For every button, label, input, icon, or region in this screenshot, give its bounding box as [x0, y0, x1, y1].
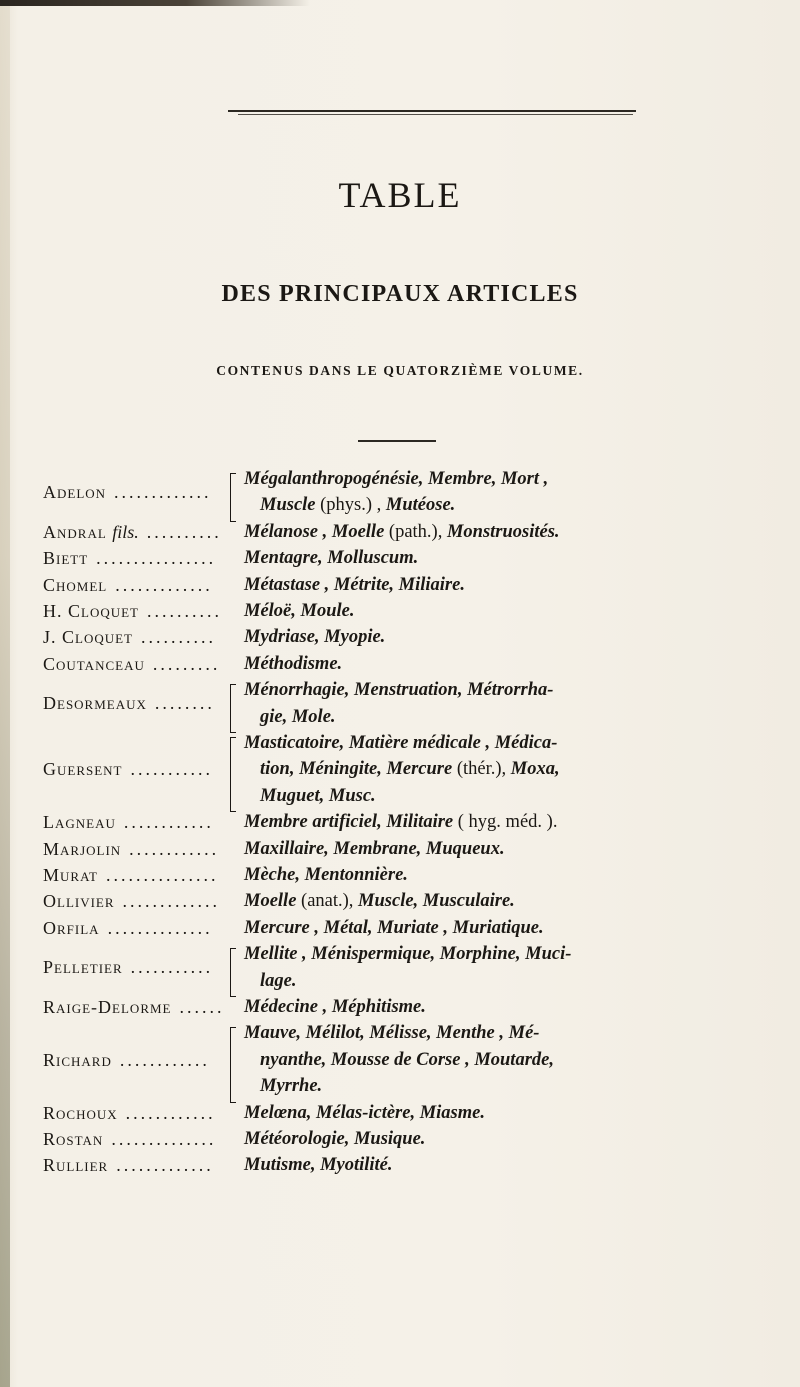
- author-name: [43, 482, 106, 503]
- article-title: ,: [418, 469, 428, 489]
- article-title: Membre artificiel, Militaire: [244, 812, 454, 833]
- article-title: Mutéose.: [385, 495, 456, 516]
- article-line: [244, 601, 354, 622]
- article-title: Moxa,: [510, 759, 560, 780]
- leader-dots: ..............: [111, 1129, 217, 1149]
- article-title: ,: [318, 521, 332, 542]
- author-name-text: Rochoux: [43, 1102, 118, 1123]
- author-name: [43, 812, 116, 833]
- article-line: [244, 654, 342, 675]
- leader-dots: .............: [116, 1155, 214, 1176]
- leader-dots: .............: [115, 574, 213, 595]
- article-title: Mercure , Métal, Muriate , Muriatique.: [244, 917, 544, 938]
- page-subtitle: DES PRINCIPAUX ARTICLES: [221, 281, 579, 307]
- article-qualifier: (path.),: [384, 521, 447, 542]
- article-title: Méthodisme.: [244, 653, 343, 674]
- article-line: [244, 469, 548, 490]
- article-qualifier: (anat.),: [296, 891, 359, 912]
- leader-dots: ..........: [141, 627, 216, 648]
- leader-dots: ..............: [107, 917, 213, 938]
- article-title: lage.: [260, 970, 297, 991]
- article-title: ,: [539, 469, 549, 489]
- article-title: Métastase , Métrite, Miliaire.: [244, 574, 465, 595]
- article-line: [244, 522, 560, 543]
- article-line: [260, 495, 455, 516]
- author-suffix: fils.: [112, 521, 139, 542]
- article-qualifier: (phys.) ,: [315, 495, 386, 516]
- article-title: Moelle: [331, 521, 385, 542]
- article-title: Mélanose: [244, 521, 318, 542]
- author-name: [43, 957, 123, 978]
- author-name-text: Rullier: [43, 1155, 109, 1176]
- article-title: ,: [491, 469, 501, 489]
- author-name-text: Desormeaux: [43, 693, 147, 714]
- article-title: Monstruosités.: [446, 521, 560, 542]
- leader-dots: .............: [122, 891, 221, 912]
- author-name: [43, 997, 172, 1018]
- article-line: [260, 1076, 322, 1097]
- article-title: Ménorrhagie, Menstruation, Métrorrha-: [244, 680, 554, 701]
- leader-dots: .............: [114, 482, 212, 503]
- author-name-text: Biett: [43, 548, 89, 569]
- article-line: [244, 680, 553, 701]
- article-title: Mutisme, Myotilité.: [244, 1155, 393, 1176]
- brace: [230, 473, 236, 522]
- article-line: [244, 1023, 539, 1044]
- article-line: [244, 812, 557, 833]
- author-name-text: Rostan: [43, 1129, 104, 1149]
- article-line: [244, 918, 544, 939]
- article-line: [244, 627, 385, 648]
- author-name: [43, 548, 88, 569]
- author-name-text: Adelon: [43, 482, 107, 503]
- article-line: [244, 944, 571, 965]
- article-line: [260, 786, 376, 807]
- article-qualifier: (thér.),: [452, 759, 511, 780]
- article-line: [260, 759, 560, 780]
- article-title: Mellite , Ménispermique, Morphine, Muci-: [244, 944, 572, 965]
- leader-dots: ................: [96, 548, 217, 569]
- leader-dots: ............: [129, 838, 220, 859]
- author-name: [43, 1129, 103, 1150]
- author-name: [43, 918, 100, 939]
- author-name: [43, 575, 107, 596]
- author-name-text: J. Cloquet: [43, 627, 133, 648]
- author-name-text: Marjolin: [43, 838, 122, 859]
- volume-caption: CONTENUS DANS LE QUATORZIÈME VOLUME.: [216, 363, 584, 378]
- article-line: [244, 1155, 393, 1176]
- author-name-text: Ollivier: [43, 891, 115, 912]
- author-name: [43, 891, 115, 912]
- article-title: Mydriase, Myopie.: [244, 627, 386, 648]
- leader-dots: ..........: [147, 601, 222, 621]
- leader-dots: ........: [154, 693, 215, 714]
- article-title: gie, Mole.: [260, 706, 336, 727]
- article-line: [244, 1103, 485, 1124]
- author-name-text: Orfila: [43, 917, 100, 938]
- leader-dots: ...........: [130, 759, 213, 780]
- article-title: nyanthe, Mousse de Corse , Moutarde,: [260, 1049, 554, 1070]
- article-line: [244, 891, 515, 912]
- article-title: Myrrhe.: [260, 1076, 323, 1097]
- author-name-text: Andral: [43, 521, 107, 542]
- article-title: Moelle: [244, 891, 297, 912]
- article-line: [244, 839, 505, 860]
- author-name: [43, 865, 98, 886]
- article-line: [244, 997, 426, 1018]
- brace: [230, 1027, 236, 1102]
- leader-dots: ............: [119, 1049, 210, 1070]
- page-title: TABLE: [338, 175, 462, 215]
- article-title: Muguet, Musc.: [260, 785, 376, 806]
- leader-dots: .........: [152, 653, 221, 674]
- author-name-text: H. Cloquet: [43, 601, 139, 621]
- article-line: [244, 548, 418, 569]
- author-name-text: Guersent: [43, 759, 123, 780]
- author-name-text: Murat: [43, 865, 98, 885]
- article-title: Mauve, Mélilot, Mélisse, Menthe , Mé-: [244, 1023, 540, 1044]
- author-name: [43, 839, 121, 860]
- author-name-text: Coutanceau: [43, 653, 145, 674]
- leader-dots: ..........: [146, 521, 222, 542]
- article-line: [244, 865, 408, 886]
- article-title: Mèche, Mentonnière.: [244, 865, 408, 885]
- article-title: Mentagre, Molluscum.: [244, 548, 419, 569]
- author-name-text: Raige-Delorme: [43, 997, 172, 1017]
- leader-dots: ............: [125, 1102, 216, 1123]
- article-line: [244, 1129, 425, 1150]
- article-title: tion, Méningite, Mercure: [260, 759, 453, 780]
- article-title: Mort: [500, 469, 539, 489]
- author-name-text: Lagneau: [43, 812, 116, 833]
- article-line: [244, 733, 557, 754]
- article-title: Muscle, Musculaire.: [358, 891, 515, 912]
- article-title: Médecine , Méphitisme.: [244, 997, 426, 1017]
- article-title: Mégalanthropogénésie: [244, 469, 419, 489]
- author-name: [43, 654, 145, 675]
- leader-dots: ...............: [105, 865, 219, 885]
- article-line: [244, 575, 465, 596]
- article-qualifier: ( hyg. méd. ).: [453, 812, 558, 833]
- article-title: Méloë, Moule.: [244, 601, 355, 621]
- article-title: Maxillaire, Membrane, Muqueux.: [244, 838, 505, 859]
- author-name-text: Pelletier: [43, 957, 123, 978]
- article-line: [260, 971, 296, 992]
- brace: [230, 948, 236, 997]
- author-name: [43, 1050, 112, 1071]
- author-name: [43, 693, 147, 714]
- author-name: [43, 1155, 108, 1176]
- author-name: [43, 601, 139, 622]
- article-title: Muscle: [260, 495, 316, 516]
- article-title: Météorologie, Musique.: [244, 1129, 426, 1149]
- article-title: Membre: [427, 469, 492, 489]
- article-line: [260, 1050, 554, 1071]
- leader-dots: ............: [123, 812, 214, 833]
- article-title: Masticatoire, Matière médicale , Médica-: [244, 733, 558, 753]
- author-name-text: Richard: [43, 1049, 112, 1070]
- author-name: [43, 627, 133, 648]
- author-name: [43, 759, 123, 780]
- brace: [230, 684, 236, 733]
- article-line: [260, 707, 336, 728]
- leader-dots: ......: [179, 997, 225, 1017]
- author-name: [43, 1103, 118, 1124]
- leader-dots: ...........: [130, 957, 214, 978]
- brace: [230, 737, 236, 812]
- author-name: [43, 522, 139, 543]
- author-name-text: Chomel: [43, 574, 108, 595]
- article-title: Melœna, Mélas-ictère, Miasme.: [244, 1102, 485, 1123]
